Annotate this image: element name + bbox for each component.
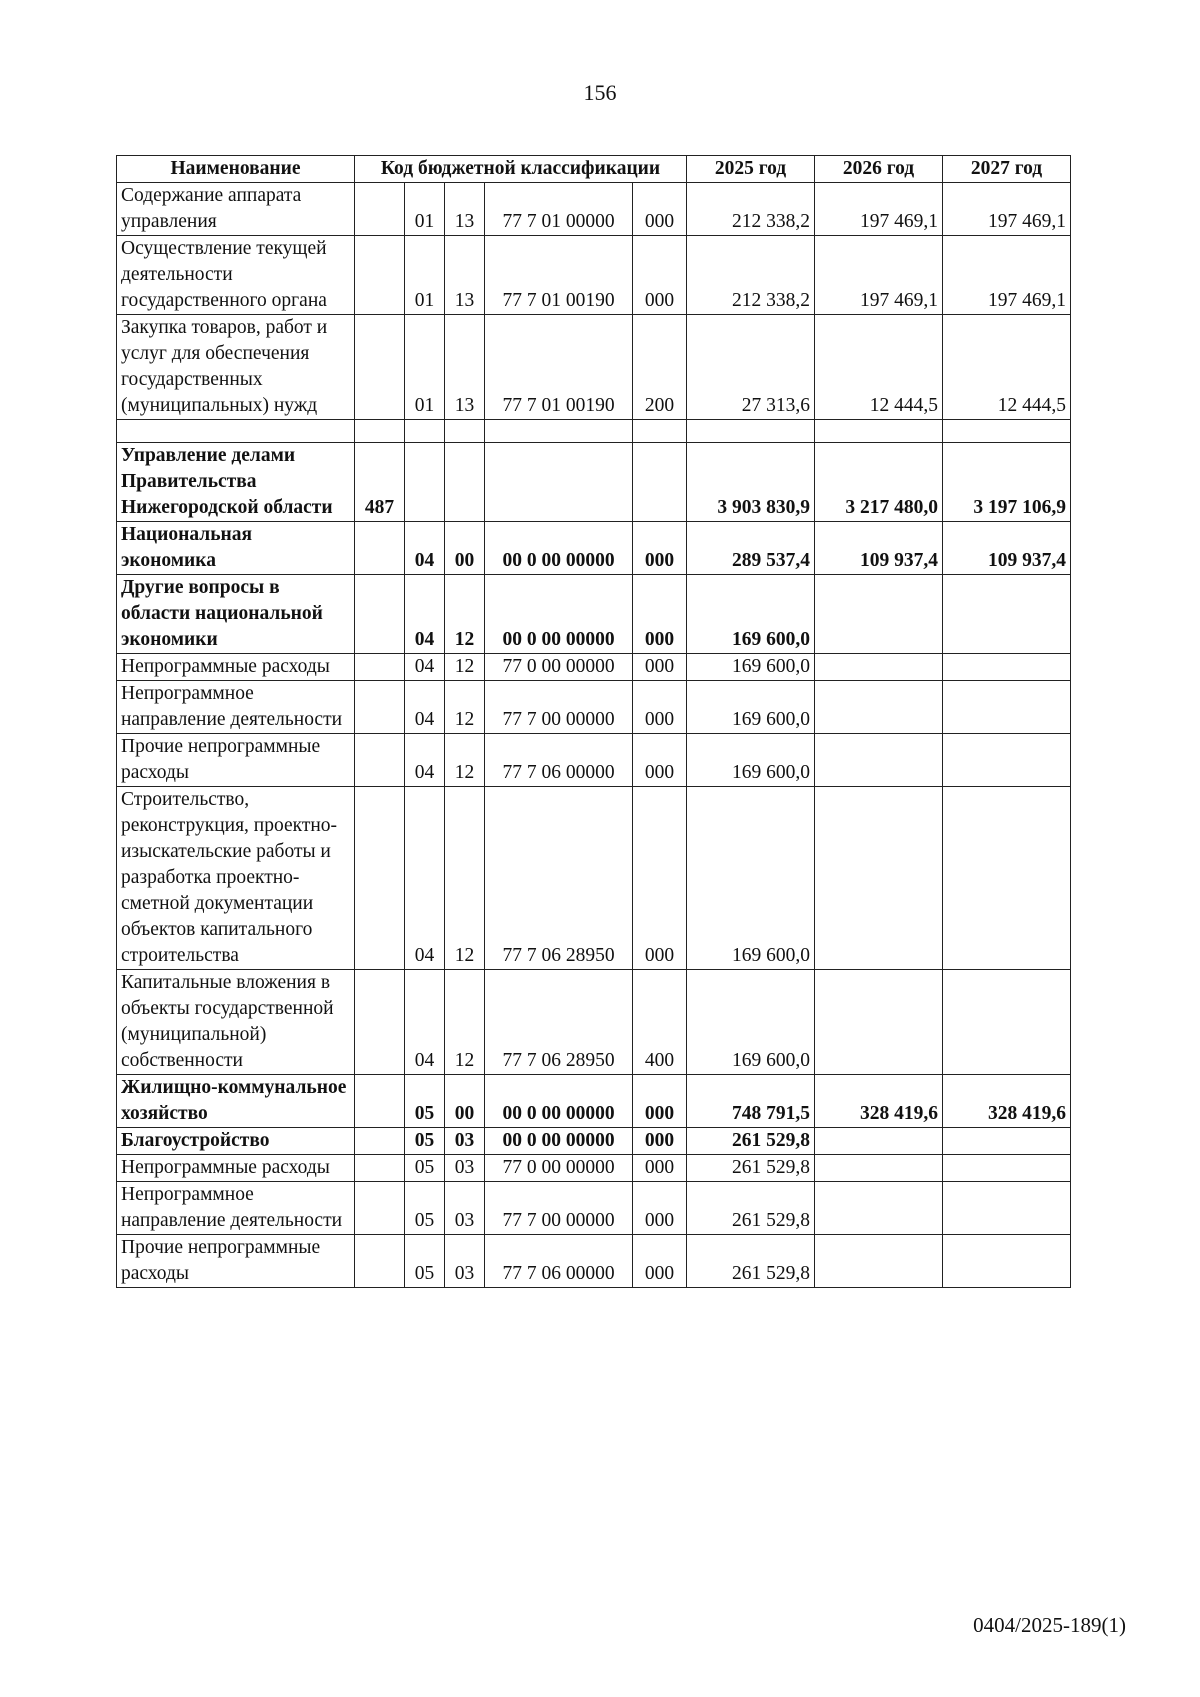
section-code [405, 443, 445, 522]
header-2025: 2025 год [687, 156, 815, 183]
dept-code [355, 315, 405, 420]
amount-2027: 3 197 106,9 [943, 443, 1071, 522]
target-article-code: 77 7 01 00190 [485, 315, 633, 420]
section-code: 04 [405, 681, 445, 734]
table-row [117, 681, 1071, 734]
dept-code [355, 734, 405, 787]
header-2026: 2026 год [815, 156, 943, 183]
expense-type-code [633, 420, 687, 443]
expense-type-code: 000 [633, 522, 687, 575]
subsection-code: 13 [445, 236, 485, 315]
page-number: 156 [583, 80, 617, 105]
amount-2025: 212 338,2 [687, 183, 815, 236]
dept-code [355, 575, 405, 654]
target-article-code: 77 7 06 00000 [485, 734, 633, 787]
expense-type-code: 000 [633, 734, 687, 787]
dept-code [355, 1182, 405, 1235]
amount-2027 [943, 575, 1071, 654]
row-name: Национальная экономика [117, 522, 355, 575]
section-code: 05 [405, 1075, 445, 1128]
table-row [117, 1235, 1071, 1288]
amount-2027 [943, 734, 1071, 787]
amount-2026: 109 937,4 [815, 522, 943, 575]
header-2027: 2027 год [943, 156, 1071, 183]
subsection-code: 13 [445, 315, 485, 420]
subsection-code: 12 [445, 787, 485, 970]
subsection-code: 12 [445, 575, 485, 654]
section-code [405, 420, 445, 443]
amount-2025: 27 313,6 [687, 315, 815, 420]
table-row [117, 787, 1071, 970]
expense-type-code: 000 [633, 681, 687, 734]
target-article-code: 00 0 00 00000 [485, 575, 633, 654]
dept-code [355, 236, 405, 315]
table-row [117, 1155, 1071, 1182]
amount-2026 [815, 1128, 943, 1155]
table-row [117, 522, 1071, 575]
spacer-row [117, 420, 1071, 443]
amount-2025: 169 600,0 [687, 787, 815, 970]
row-name: Прочие непрограммные расходы [117, 1235, 355, 1288]
expense-type-code: 000 [633, 787, 687, 970]
table-row [117, 970, 1071, 1075]
amount-2026: 197 469,1 [815, 236, 943, 315]
target-article-code [485, 443, 633, 522]
dept-code [355, 1128, 405, 1155]
target-article-code: 77 7 01 00000 [485, 183, 633, 236]
table-row [117, 315, 1071, 420]
amount-2025 [687, 420, 815, 443]
expense-type-code: 000 [633, 654, 687, 681]
target-article-code: 77 7 01 00190 [485, 236, 633, 315]
table-header-row [117, 156, 1071, 183]
dept-code [355, 1075, 405, 1128]
row-name: Прочие непрограммные расходы [117, 734, 355, 787]
amount-2027 [943, 1182, 1071, 1235]
subsection-code: 12 [445, 734, 485, 787]
amount-2026 [815, 970, 943, 1075]
amount-2027 [943, 681, 1071, 734]
expense-type-code: 000 [633, 1182, 687, 1235]
target-article-code: 00 0 00 00000 [485, 1128, 633, 1155]
expense-type-code: 000 [633, 575, 687, 654]
document-code: 0404/2025-189(1) [973, 1613, 1126, 1637]
row-name: Содержание аппарата управления [117, 183, 355, 236]
row-name: Жилищно-коммунальное хозяйство [117, 1075, 355, 1128]
subsection-code: 12 [445, 970, 485, 1075]
amount-2025: 261 529,8 [687, 1128, 815, 1155]
target-article-code: 77 0 00 00000 [485, 654, 633, 681]
subsection-code: 03 [445, 1182, 485, 1235]
section-code: 04 [405, 970, 445, 1075]
row-name: Благоустройство [117, 1128, 355, 1155]
subsection-code [445, 443, 485, 522]
expense-type-code: 000 [633, 1235, 687, 1288]
section-code: 04 [405, 575, 445, 654]
amount-2027: 328 419,6 [943, 1075, 1071, 1128]
target-article-code: 00 0 00 00000 [485, 522, 633, 575]
target-article-code: 77 0 00 00000 [485, 1155, 633, 1182]
amount-2026: 328 419,6 [815, 1075, 943, 1128]
row-name [117, 420, 355, 443]
amount-2026 [815, 654, 943, 681]
amount-2026 [815, 575, 943, 654]
table-row [117, 575, 1071, 654]
section-code: 05 [405, 1235, 445, 1288]
amount-2026 [815, 787, 943, 970]
row-name: Непрограммное направление деятельности [117, 681, 355, 734]
amount-2025: 261 529,8 [687, 1155, 815, 1182]
table-row [117, 654, 1071, 681]
row-name: Непрограммные расходы [117, 1155, 355, 1182]
amount-2026: 12 444,5 [815, 315, 943, 420]
section-code: 05 [405, 1128, 445, 1155]
section-code: 04 [405, 787, 445, 970]
amount-2025: 169 600,0 [687, 654, 815, 681]
expense-type-code: 000 [633, 1128, 687, 1155]
row-name: Осуществление текущей деятельности государственного органа [117, 236, 355, 315]
dept-code [355, 1155, 405, 1182]
target-article-code: 77 7 00 00000 [485, 681, 633, 734]
dept-code [355, 420, 405, 443]
amount-2027 [943, 1155, 1071, 1182]
row-name: Управление делами Правительства Нижегородской области [117, 443, 355, 522]
amount-2027 [943, 1235, 1071, 1288]
amount-2027: 197 469,1 [943, 183, 1071, 236]
row-name: Непрограммные расходы [117, 654, 355, 681]
amount-2025: 748 791,5 [687, 1075, 815, 1128]
amount-2025: 169 600,0 [687, 734, 815, 787]
target-article-code: 77 7 06 28950 [485, 970, 633, 1075]
expense-type-code: 000 [633, 1075, 687, 1128]
amount-2025: 289 537,4 [687, 522, 815, 575]
target-article-code: 00 0 00 00000 [485, 1075, 633, 1128]
dept-code [355, 183, 405, 236]
target-article-code: 77 7 06 00000 [485, 1235, 633, 1288]
table-row [117, 1128, 1071, 1155]
amount-2027: 109 937,4 [943, 522, 1071, 575]
target-article-code: 77 7 00 00000 [485, 1182, 633, 1235]
amount-2025: 169 600,0 [687, 970, 815, 1075]
amount-2026: 3 217 480,0 [815, 443, 943, 522]
table-row [117, 1182, 1071, 1235]
dept-code [355, 681, 405, 734]
expense-type-code [633, 443, 687, 522]
amount-2027 [943, 420, 1071, 443]
row-name: Строительство, реконструкция, проектно-изыскательские работы и разработка проектно-сметной документации объектов капитального строительства [117, 787, 355, 970]
dept-code [355, 970, 405, 1075]
amount-2027 [943, 1128, 1071, 1155]
section-code: 01 [405, 315, 445, 420]
header-code: Код бюджетной классификации [355, 156, 687, 183]
subsection-code: 03 [445, 1155, 485, 1182]
subsection-code: 03 [445, 1128, 485, 1155]
table-row [117, 1075, 1071, 1128]
amount-2026 [815, 1182, 943, 1235]
subsection-code [445, 420, 485, 443]
dept-code: 487 [355, 443, 405, 522]
amount-2027 [943, 654, 1071, 681]
amount-2025: 261 529,8 [687, 1235, 815, 1288]
table-row [117, 734, 1071, 787]
dept-code [355, 654, 405, 681]
amount-2026 [815, 420, 943, 443]
amount-2026 [815, 681, 943, 734]
amount-2026: 197 469,1 [815, 183, 943, 236]
amount-2025: 261 529,8 [687, 1182, 815, 1235]
amount-2025: 212 338,2 [687, 236, 815, 315]
amount-2026 [815, 1155, 943, 1182]
row-name: Другие вопросы в области национальной экономики [117, 575, 355, 654]
row-name: Капитальные вложения в объекты государственной (муниципальной) собственности [117, 970, 355, 1075]
expense-type-code: 000 [633, 183, 687, 236]
dept-code [355, 787, 405, 970]
dept-code [355, 1235, 405, 1288]
subsection-code: 12 [445, 654, 485, 681]
amount-2025: 169 600,0 [687, 575, 815, 654]
amount-2027: 12 444,5 [943, 315, 1071, 420]
subsection-code: 03 [445, 1235, 485, 1288]
target-article-code [485, 420, 633, 443]
expense-type-code: 200 [633, 315, 687, 420]
row-name: Непрограммное направление деятельности [117, 1182, 355, 1235]
dept-code [355, 522, 405, 575]
section-code: 05 [405, 1155, 445, 1182]
subsection-code: 12 [445, 681, 485, 734]
subsection-code: 13 [445, 183, 485, 236]
amount-2025: 169 600,0 [687, 681, 815, 734]
section-code: 01 [405, 236, 445, 315]
amount-2027 [943, 787, 1071, 970]
section-code: 04 [405, 522, 445, 575]
subsection-code: 00 [445, 522, 485, 575]
table-row [117, 236, 1071, 315]
section-code: 04 [405, 654, 445, 681]
expense-type-code: 000 [633, 1155, 687, 1182]
amount-2026 [815, 734, 943, 787]
section-code: 04 [405, 734, 445, 787]
row-name: Закупка товаров, работ и услуг для обеспечения государственных (муниципальных) нужд [117, 315, 355, 420]
table-row [117, 443, 1071, 522]
table-row [117, 183, 1071, 236]
amount-2025: 3 903 830,9 [687, 443, 815, 522]
section-code: 05 [405, 1182, 445, 1235]
amount-2026 [815, 1235, 943, 1288]
amount-2027: 197 469,1 [943, 236, 1071, 315]
header-name: Наименование [117, 156, 355, 183]
amount-2027 [943, 970, 1071, 1075]
budget-table [116, 155, 1071, 1288]
expense-type-code: 400 [633, 970, 687, 1075]
target-article-code: 77 7 06 28950 [485, 787, 633, 970]
subsection-code: 00 [445, 1075, 485, 1128]
expense-type-code: 000 [633, 236, 687, 315]
table-body [117, 183, 1071, 1288]
section-code: 01 [405, 183, 445, 236]
